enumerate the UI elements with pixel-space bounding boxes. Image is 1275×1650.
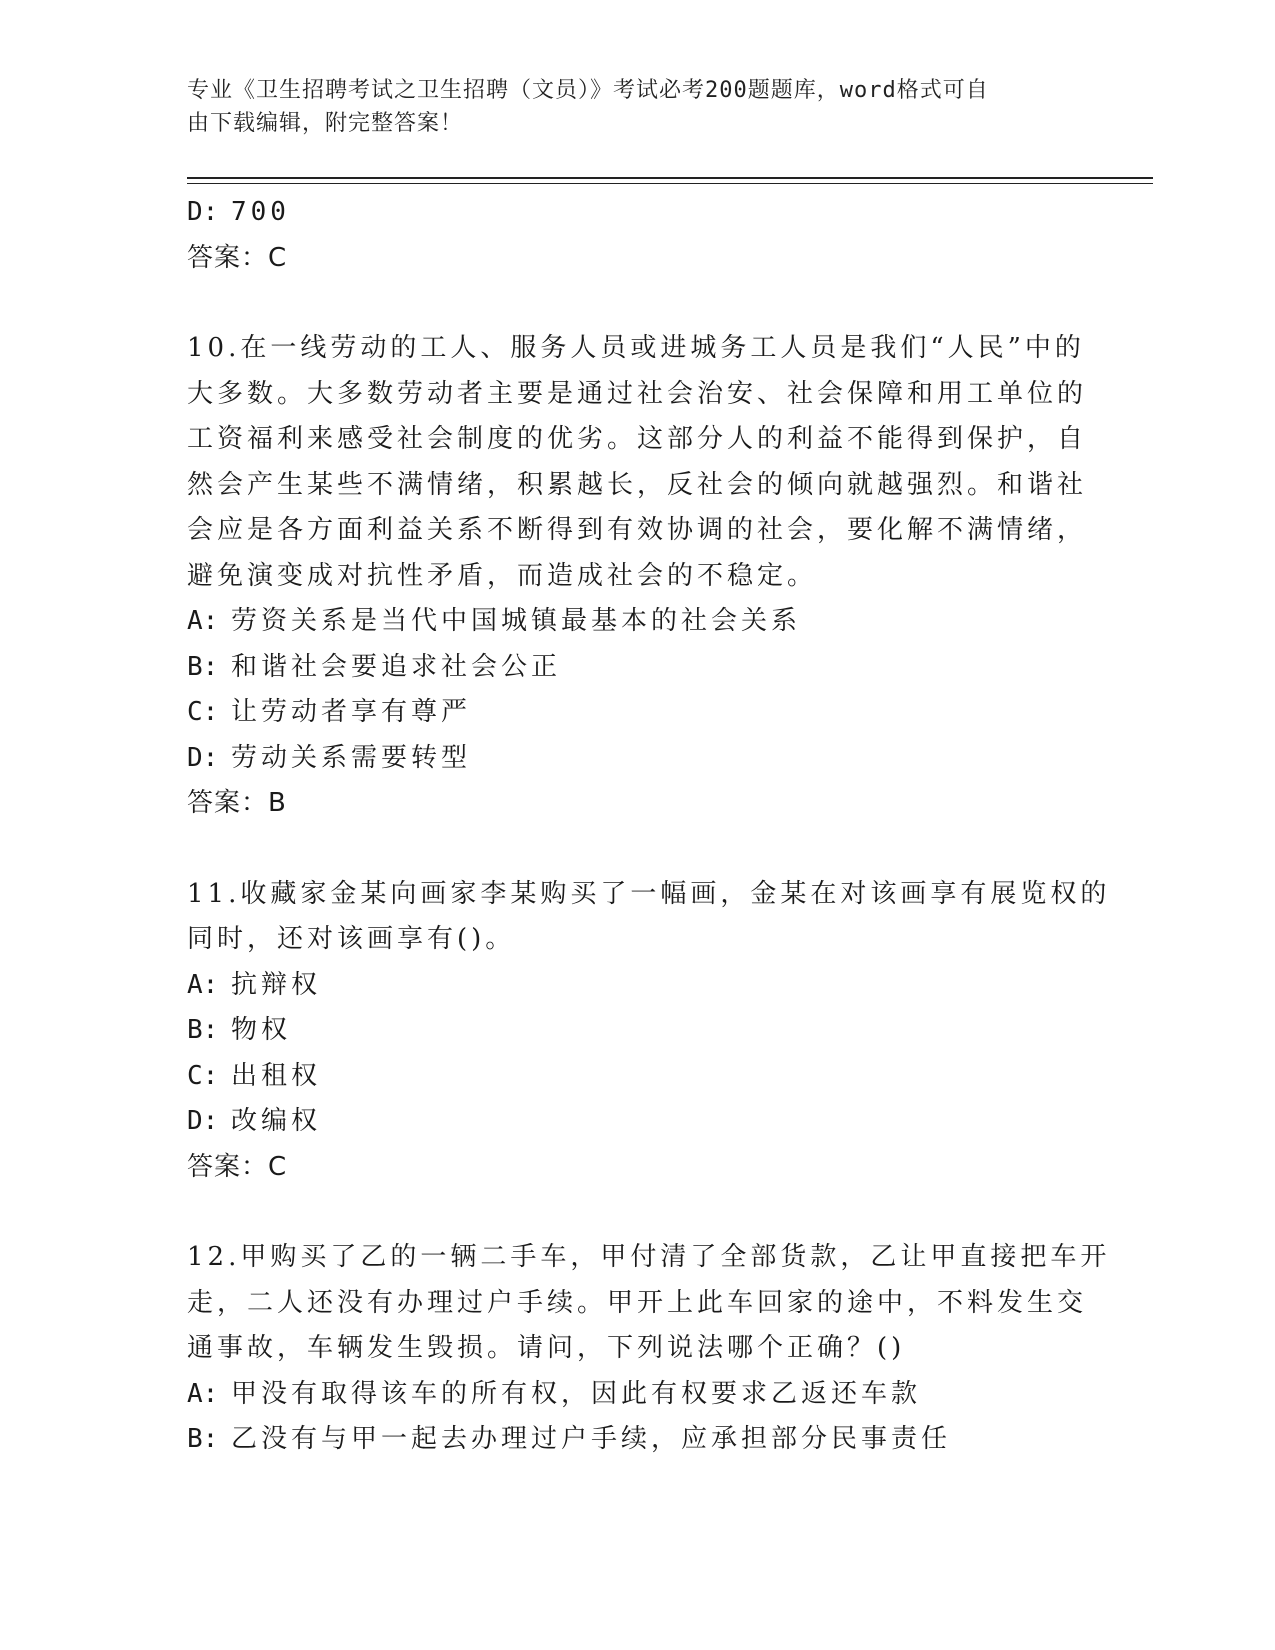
option-letter: D: bbox=[187, 1106, 219, 1136]
question-text-line: 10.在一线劳动的工人、服务人员或进城务工人员是我们“人民”中的 bbox=[187, 333, 1085, 363]
option-letter: B: bbox=[187, 1424, 219, 1454]
question-text-line: 大多数。大多数劳动者主要是通过社会治安、社会保障和用工单位的 bbox=[187, 378, 1088, 409]
option-letter: C: bbox=[187, 1060, 219, 1091]
question-11 bbox=[187, 872, 1111, 1191]
previous-question-tail bbox=[187, 190, 1087, 281]
header-line-1: 专业《卫生招聘考试之卫生招聘（文员）》考试必考200题题库，word格式可自 bbox=[187, 78, 989, 103]
option-text: 劳动关系需要转型 bbox=[231, 742, 472, 773]
question-text-line: 避免演变成对抗性矛盾，而造成社会的不稳定。 bbox=[187, 560, 818, 591]
option-text: 劳资关系是当代中国城镇最基本的社会关系 bbox=[231, 606, 802, 636]
option-text: 甲没有取得该车的所有权，因此有权要求乙返还车款 bbox=[231, 1378, 922, 1409]
question-text-line: 12.甲购买了乙的一辆二手车，甲付清了全部货款，乙让甲直接把车开 bbox=[187, 1242, 1111, 1272]
document-header bbox=[187, 74, 1067, 140]
option-letter: B: bbox=[187, 1015, 219, 1045]
question-text-line: 11.收藏家金某向画家李某购买了一幅画，金某在对该画享有展览权的 bbox=[187, 878, 1111, 909]
header-line-2: 由下载编辑，附完整答案！ bbox=[187, 111, 464, 136]
option-d bbox=[187, 1099, 1087, 1145]
question-text-line: 通事故，车辆发生毁损。请问，下列说法哪个正确？() bbox=[187, 1333, 906, 1363]
option-letter: B: bbox=[187, 651, 219, 682]
option-text: 改编权 bbox=[231, 1106, 322, 1136]
option-c bbox=[187, 1054, 1087, 1100]
option-a bbox=[187, 599, 1087, 645]
answer-line: 答案：B bbox=[187, 788, 287, 818]
question-12 bbox=[187, 1235, 1111, 1463]
question-text-line: 工资福利来感受社会制度的优劣。这部分人的利益不能得到保护，自 bbox=[187, 424, 1088, 454]
option-letter: D: bbox=[187, 742, 219, 773]
option-text: 出租权 bbox=[231, 1060, 322, 1091]
header-rule-thin bbox=[187, 183, 1153, 184]
option-c bbox=[187, 690, 1087, 736]
option-a bbox=[187, 963, 1087, 1009]
option-b bbox=[187, 1008, 1087, 1054]
option-d bbox=[187, 736, 1087, 782]
option-letter: A: bbox=[187, 606, 219, 636]
option-letter: D: bbox=[187, 197, 219, 227]
option-d bbox=[187, 190, 1087, 236]
option-letter: A: bbox=[187, 1378, 219, 1409]
question-text-line: 同时，还对该画享有()。 bbox=[187, 924, 516, 954]
option-b bbox=[187, 645, 1087, 691]
option-letter: A: bbox=[187, 969, 219, 1000]
question-text-line: 然会产生某些不满情绪，积累越长，反社会的倾向就越强烈。和谐社 bbox=[187, 469, 1088, 500]
option-a bbox=[187, 1372, 1087, 1418]
document-body bbox=[187, 190, 1111, 1463]
option-text: 乙没有与甲一起去办理过户手续，应承担部分民事责任 bbox=[231, 1424, 952, 1454]
option-text: 让劳动者享有尊严 bbox=[231, 697, 472, 727]
option-text: 700 bbox=[231, 197, 290, 227]
question-text-line: 会应是各方面利益关系不断得到有效协调的社会，要化解不满情绪， bbox=[187, 515, 1088, 545]
header-rule-thick bbox=[187, 177, 1153, 179]
question-10 bbox=[187, 326, 1087, 827]
option-text: 和谐社会要追求社会公正 bbox=[231, 651, 562, 682]
answer-line: 答案：C bbox=[187, 1151, 288, 1182]
answer-line: 答案：C bbox=[187, 242, 288, 273]
option-text: 抗辩权 bbox=[231, 969, 322, 1000]
option-text: 物权 bbox=[231, 1015, 292, 1045]
option-letter: C: bbox=[187, 697, 219, 727]
option-b bbox=[187, 1417, 1087, 1463]
question-text-line: 走，二人还没有办理过户手续。甲开上此车回家的途中，不料发生交 bbox=[187, 1287, 1088, 1318]
